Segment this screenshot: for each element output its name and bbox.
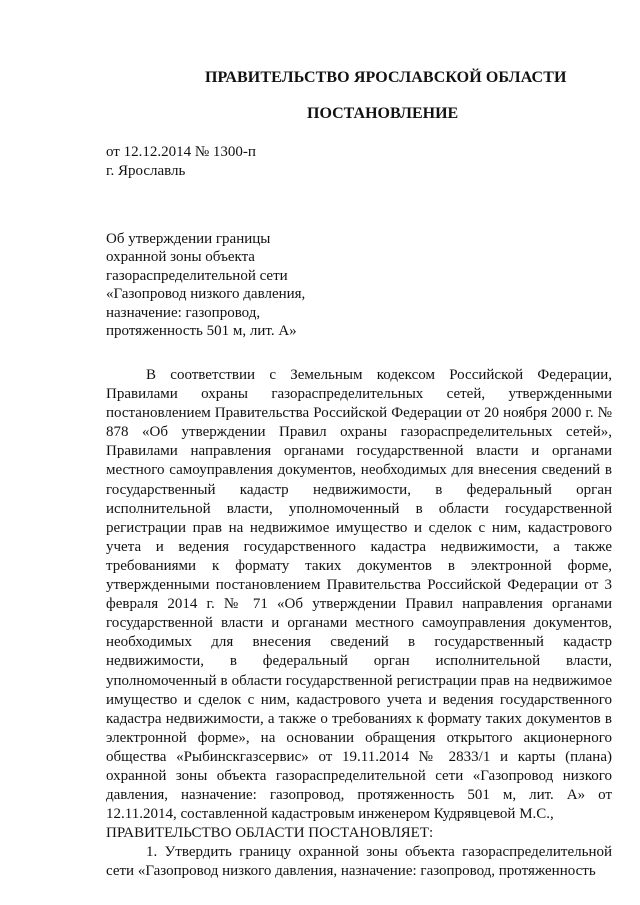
resolution-statement: ПРАВИТЕЛЬСТВО ОБЛАСТИ ПОСТАНОВЛЯЕТ:	[106, 825, 434, 842]
city-line: г. Ярославль	[106, 163, 186, 179]
document-subject	[106, 230, 305, 340]
document-meta	[106, 143, 256, 181]
subject-line: протяженность 501 м, лит. А»	[106, 323, 297, 340]
date-number-line: от 12.12.2014 № 1300-п	[106, 144, 256, 160]
subject-line: Об утверждении границы	[106, 231, 271, 247]
document-type-heading: ПОСТАНОВЛЕНИЕ	[307, 105, 459, 122]
subject-line: «Газопровод низкого давления,	[106, 286, 306, 303]
issuing-authority-heading: ПРАВИТЕЛЬСТВО ЯРОСЛАВСКОЙ ОБЛАСТИ	[205, 69, 567, 86]
subject-line: газораспределительной сети	[106, 267, 288, 284]
subject-line: охранной зоны объекта	[106, 249, 255, 266]
subject-line: назначение: газопровод,	[106, 304, 261, 321]
resolution-item-1: 1. Утвердить границу охранной зоны объекта газораспределительной сети «Газопровод низкого давления, назначение: газопровод, протяженность	[106, 844, 612, 880]
document-body	[106, 366, 612, 882]
preamble-paragraph: В соответствии с Земельным кодексом Российской Федерации, Правилами охраны газораспределительных сетей, утвержденными постановлением Правительства Российской Федерации от 20 ноября 2000 г. № 878 «Об утверждении Правил охраны газораспределительных сетей», Правилами направления органами государственной власти и органами местного самоуправления документов, необходимых для внесения сведений в государственный кадастр недвижимости, в федеральный орган исполнительной власти, уполномоченный в области государственной регистрации прав на недвижимое имущество и сделок с ним, кадастрового учета и ведения государственного кадастра недвижимости, а также требованиями к формату таких документов в электронной форме, утвержденными постановлением Правительства Российской Федерации от 3 февраля 2014 г. № 71 «Об утверждении Правил направления органами государственной власти и органами местного самоуправления документов, необходимых для внесения сведений в государственный кадастр недвижимости, в федеральный орган исполнительной власти, уполномоченный в области государственной регистрации прав на недвижимое имущество и сделок с ним, кадастрового учета и ведения государственного кадастра недвижимости, а также о требованиях к формату таких документов в электронной форме», на основании обращения открытого акционерного общества «Рыбинскгазсервис» от 19.11.2014 № 2833/1 и карты (плана) охранной зоны объекта газораспределительной сети «Газопровод низкого давления, назначение: газопровод, протяженность 501 м, лит. А» от 12.11.2014, составленной кадастровым инженером Кудрявцевой М.С.,	[106, 367, 612, 823]
